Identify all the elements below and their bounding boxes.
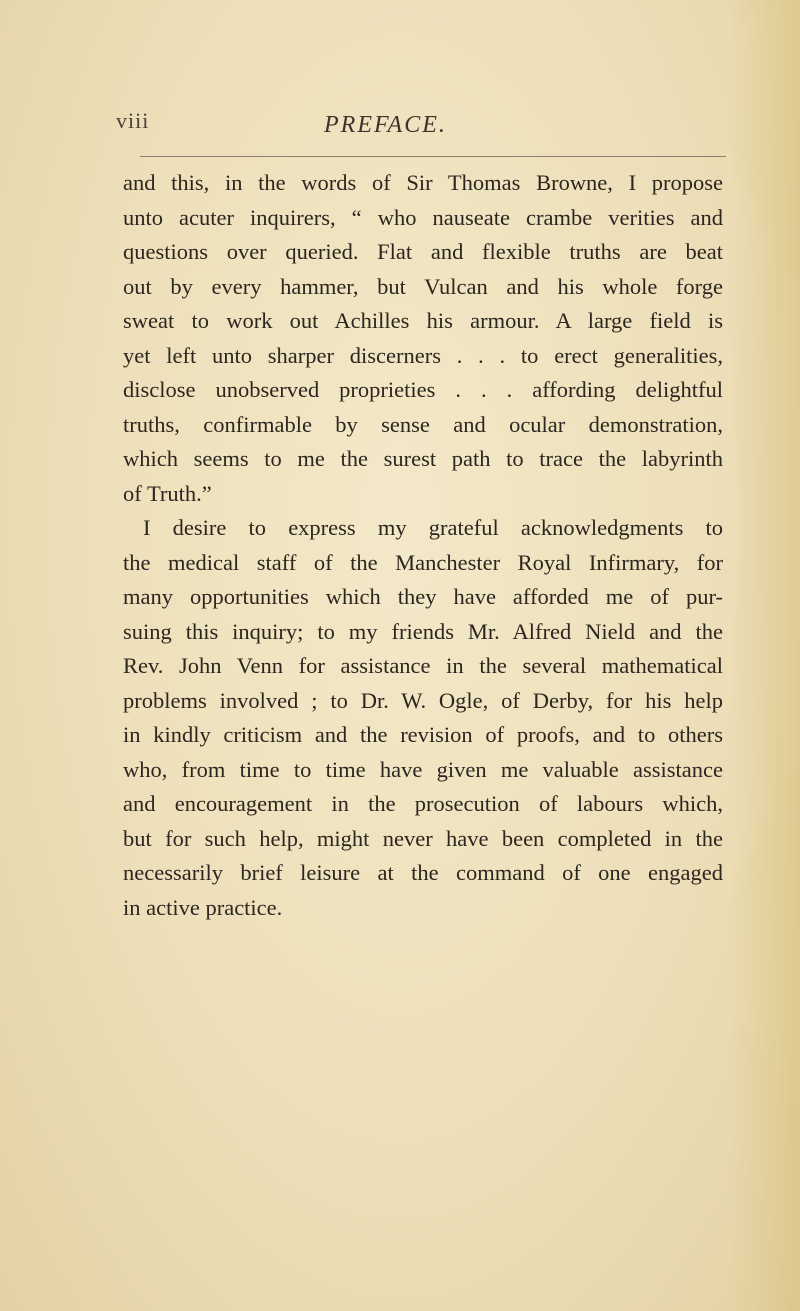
text-line: out by every hammer, but Vulcan and his whole forge <box>123 273 723 299</box>
text-line: which seems to me the surest path to trace the labyrinth <box>123 446 723 471</box>
text-line: unto acuter inquirers, “ who nauseate crambe verities and <box>123 204 723 230</box>
text-line: and encouragement in the prosecution of labours which, <box>123 791 723 816</box>
text-line: and this, in the words of Sir Thomas Browne, I propose <box>123 170 723 195</box>
text-line: suing this inquiry; to my friends Mr. Alfred Nield and the <box>123 618 723 644</box>
text-line: necessarily brief leisure at the command of one engaged <box>123 860 723 885</box>
text-line: in active practice. <box>123 894 283 920</box>
text-line: problems involved ; to Dr. W. Ogle, of Derby, for his help <box>123 687 723 713</box>
body-text <box>123 166 723 925</box>
text-line: many opportunities which they have afforded me of pur- <box>123 584 723 609</box>
page-edge-shading <box>730 0 800 1311</box>
text-line: of Truth.” <box>123 480 212 506</box>
text-line: truths, confirmable by sense and ocular demonstration, <box>123 411 723 437</box>
text-line: Rev. John Venn for assistance in the several mathematical <box>123 653 723 678</box>
text-line: questions over queried. Flat and flexible truths are beat <box>123 239 723 264</box>
text-line: in kindly criticism and the revision of proofs, and to others <box>123 722 723 747</box>
header-rule <box>140 156 726 157</box>
page-number: viii <box>116 108 150 133</box>
text-line: but for such help, might never have been completed in the <box>123 825 723 851</box>
text-line: yet left unto sharper discerners . . . to erect generalities, <box>123 342 723 368</box>
running-title: PREFACE. <box>324 112 447 138</box>
text-line: disclose unobserved proprieties . . . affording delightful <box>123 377 723 402</box>
text-line: the medical staff of the Manchester Royal Infirmary, for <box>123 549 723 575</box>
text-line: I desire to express my grateful acknowledgments to <box>143 515 723 540</box>
text-line: who, from time to time have given me valuable assistance <box>123 756 723 782</box>
text-line: sweat to work out Achilles his armour. A large field is <box>123 308 723 333</box>
